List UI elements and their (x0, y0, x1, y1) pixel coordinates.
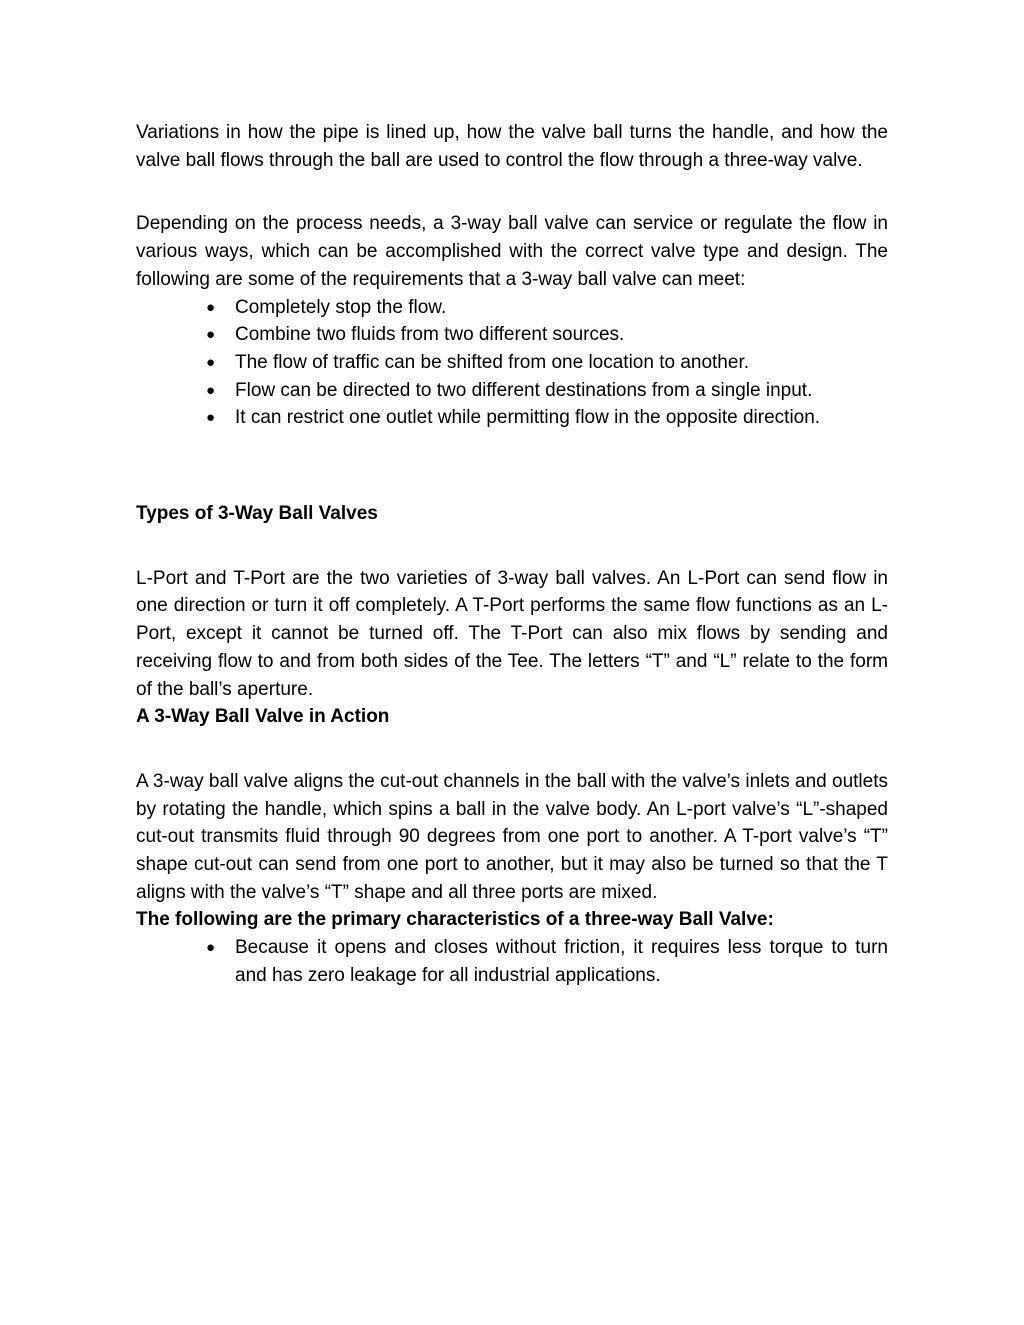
bullet-icon: ● (206, 409, 216, 427)
list-item (136, 404, 888, 432)
list-item (136, 321, 888, 349)
bullet-icon: ● (206, 353, 216, 371)
characteristics-heading: The following are the primary characteristics of a three-way Ball Valve: (136, 909, 774, 931)
list-item-text: The flow of traffic can be shifted from one location to another. (235, 351, 750, 373)
list-item-text: Because it opens and closes without friction, it requires less torque to turn and has zero leakage for all industrial applications. (235, 937, 888, 986)
list-item-text: Combine two fluids from two different sources. (235, 324, 625, 346)
types-heading: Types of 3-Way Ball Valves (136, 503, 378, 525)
list-item-text: Completely stop the flow. (235, 296, 447, 318)
list-item (136, 294, 888, 322)
requirements-list (136, 294, 888, 433)
bullet-icon: ● (206, 381, 216, 399)
bullet-icon: ● (206, 326, 216, 344)
list-item (136, 349, 888, 377)
characteristics-list (136, 934, 888, 989)
action-heading: A 3-Way Ball Valve in Action (136, 706, 390, 728)
list-item (136, 934, 888, 989)
intro-paragraph-2: Depending on the process needs, a 3-way ball valve can service or regulate the flow in various ways, which can be accomplished with the correct valve type and design. The following are some of the requirements that a 3-way ball valve can meet: (136, 213, 888, 290)
list-item (136, 377, 888, 405)
bullet-icon: ● (206, 298, 216, 316)
bullet-icon: ● (206, 939, 216, 957)
intro-paragraph-1: Variations in how the pipe is lined up, how the valve ball turns the handle, and how the valve ball flows through the ball are used to control the flow through a three-way valve. (136, 122, 888, 171)
list-item-text: It can restrict one outlet while permitting flow in the opposite direction. (235, 407, 821, 429)
types-paragraph: L-Port and T-Port are the two varieties of 3-way ball valves. An L-Port can send flow in one direction or turn it off completely. A T-Port performs the same flow functions as an L-Port, except it cannot be turned off. The T-Port can also mix flows by sending and receiving flow to and from both sides of the Tee. The letters “T” and “L” relate to the form of the ball’s aperture. (136, 567, 888, 700)
action-paragraph: A 3-way ball valve aligns the cut-out channels in the ball with the valve’s inlets and outlets by rotating the handle, which spins a ball in the valve body. An L-port valve’s “L”-shaped cut-out transmits fluid through 90 degrees from one port to another. A T-port valve’s “T” shape cut-out can send from one port to another, but it may also be turned so that the T aligns with the valve’s “T” shape and all three ports are mixed. (136, 770, 888, 903)
list-item-text: Flow can be directed to two different destinations from a single input. (235, 379, 813, 401)
document-page (136, 119, 888, 990)
